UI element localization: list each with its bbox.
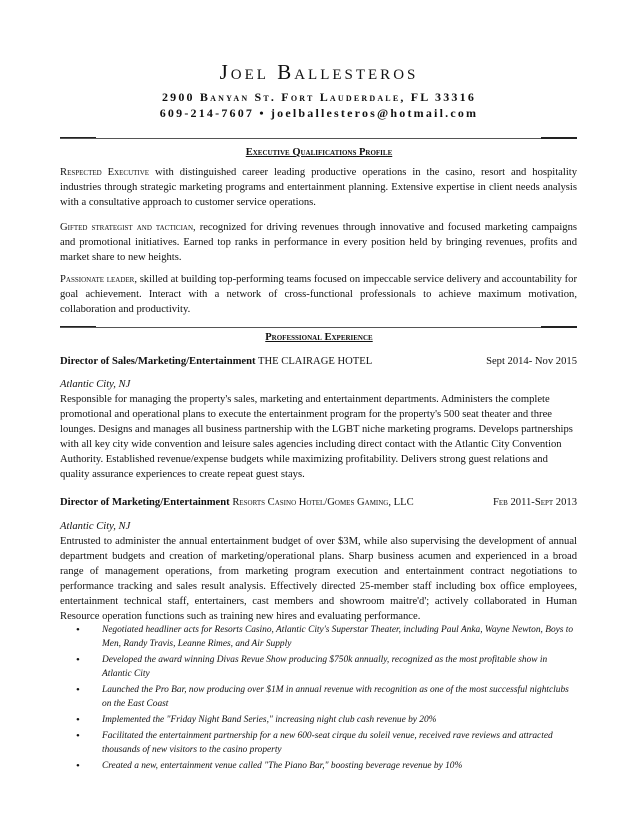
bullet-icon: • xyxy=(76,730,80,742)
job-company: THE CLAIRAGE HOTEL xyxy=(258,356,373,367)
achievement-text: Created a new, entertainment venue called "The Piano Bar," boosting beverage revenue by 10% xyxy=(102,761,463,771)
profile-text: , recognized for driving revenues through innovative and focused marketing campaigns and promotional initiatives. Earned top ranks in performance in every position held by bringing revenues, profits and market share to new heights. xyxy=(60,222,577,263)
achievement-text: Facilitated the entertainment partnership for a new 600-seat cirque du soleil venue, received rave reviews and attracted thousands of new visitors to the casino property xyxy=(102,731,553,755)
profile-section-title: Executive Qualifications Profile xyxy=(245,147,393,158)
bullet-icon: • xyxy=(76,684,80,696)
profile-paragraph xyxy=(60,165,577,210)
profile-lead: Respected Executive xyxy=(60,167,150,178)
profile-paragraph xyxy=(60,272,577,317)
list-item xyxy=(60,623,577,651)
achievement-text: Implemented the "Friday Night Band Series," increasing night club cash revenue by 20% xyxy=(102,715,437,725)
achievement-text: Developed the award winning Divas Revue Show producing $750k annually, recognized as the most profitable show in Atlantic City xyxy=(102,655,548,679)
list-item xyxy=(60,729,577,757)
list-item xyxy=(60,759,577,773)
divider-line xyxy=(60,138,577,139)
divider-right xyxy=(541,326,577,328)
job-header xyxy=(60,356,577,367)
list-item xyxy=(60,653,577,681)
job-dates: Feb 2011-Sept 2013 xyxy=(493,497,577,508)
bullet-icon: • xyxy=(76,624,80,636)
job-location: Atlantic City, NJ xyxy=(60,379,131,390)
job-header xyxy=(60,497,577,508)
job-title: Director of Marketing/Entertainment xyxy=(60,497,230,508)
profile-text: , skilled at building top-performing teams focused on impeccable service delivery and accountability for goal achievement. Interact with a network of cross-functional professionals to achieve maximum motivation, collaboration and productivity. xyxy=(60,274,577,315)
list-item xyxy=(60,683,577,711)
achievement-text: Negotiated headliner acts for Resorts Casino, Atlantic City's Superstar Theater, including Paul Anka, Wayne Newton, Boys to Men, Randy Travis, Leanne Rimes, and Air Supply xyxy=(102,625,574,649)
list-item xyxy=(60,713,577,727)
achievement-text: Launched the Pro Bar, now producing over $1M in annual revenue with recognition as one of the most successful nightclubs on the East Coast xyxy=(102,685,569,709)
job-description: Entrusted to administer the annual entertainment budget of over $3M, while also supervising the development of annual department budgets and creation of marketing/operational plans. Sharp business acumen and experienced in a broad range of management operations, from marketing program execution and entertainment contract negotiations to performance tracking and sales result analysis. Effectively directed 25-member staff including box office employees, entertainment technical staff, entertainers, cast members and showroom maitre'd'; actively collaborated in Human Resource operation functions such as training new hires and evaluating performance. xyxy=(60,536,577,622)
candidate-name: Joel Ballesteros xyxy=(219,60,419,84)
achievement-list xyxy=(60,623,577,775)
bullet-icon: • xyxy=(76,654,80,666)
job-dates: Sept 2014- Nov 2015 xyxy=(486,356,577,367)
profile-lead: Gifted strategist and tactician xyxy=(60,222,194,233)
job-company: Resorts Casino Hotel/Gomes Gaming, LLC xyxy=(232,497,414,508)
divider-line xyxy=(60,327,577,328)
profile-text: with distinguished career leading productive operations in the casino, resort and hospitality industries through strategic marketing programs and entertainment planning. Extensive expertise in client needs analysis with a consultative approach to customer service operations. xyxy=(60,167,577,208)
divider-right xyxy=(541,137,577,139)
job-title: Director of Sales/Marketing/Entertainment xyxy=(60,356,256,367)
job-description: Responsible for managing the property's sales, marketing and entertainment departments. Administers the complete promotional and operational plans to execute the entertainment program for the property's 500 seat theater and three lounges. Designs and manages all business partnership with the LGBT niche marketing programs. Develops partnerships with all key city wide convention and leisure sales agencies including direct contact with the Atlantic City Convention Authority. Established revenue/expense budgets while maximizing profitability. Delivers strong guest relations and quality assurance experiences to create repeat guest stays. xyxy=(60,394,573,480)
profile-lead: Passionate leader xyxy=(60,274,135,285)
experience-section-title: Professional Experience xyxy=(265,332,373,343)
address-line: 2900 Banyan St. Fort Lauderdale, FL 33316 xyxy=(161,90,477,104)
job-location: Atlantic City, NJ xyxy=(60,521,131,532)
profile-paragraph xyxy=(60,220,577,265)
bullet-icon: • xyxy=(76,760,80,772)
bullet-icon: • xyxy=(76,714,80,726)
contact-line: 609-214-7607 • joelballesteros@hotmail.com xyxy=(159,106,479,120)
